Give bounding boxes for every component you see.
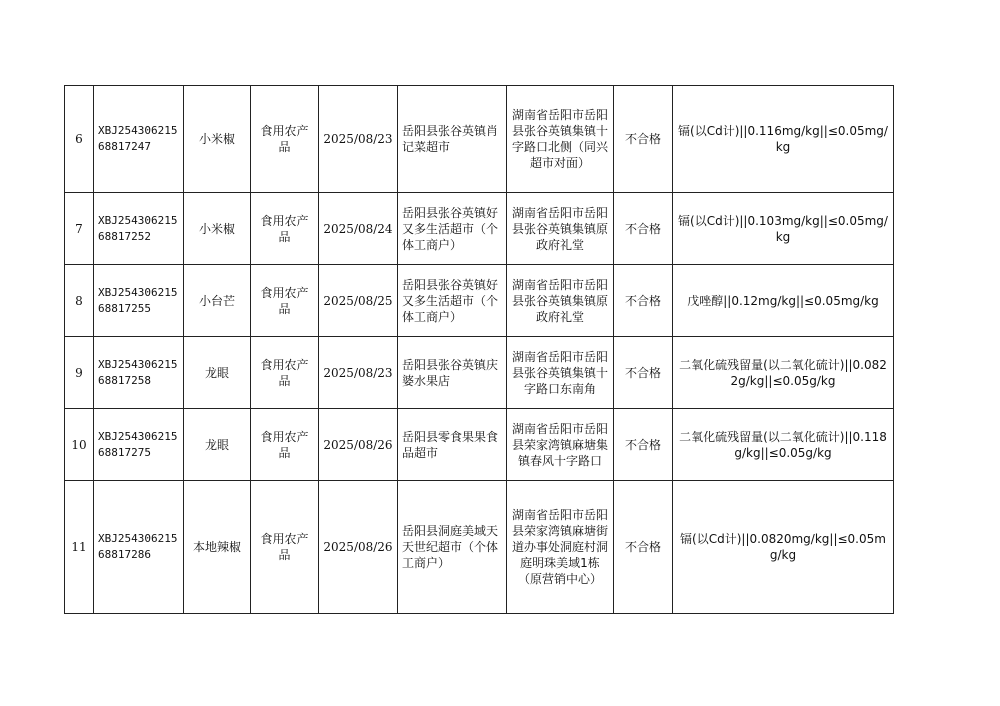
- sampling-date-cell: 2025/08/24: [319, 193, 398, 265]
- seq-cell: 6: [65, 86, 94, 193]
- failed-item-cell: 戊唑醇||0.12mg/kg||≤0.05mg/kg: [673, 265, 894, 337]
- sampling-date-cell: 2025/08/25: [319, 265, 398, 337]
- sampling-date-cell: 2025/08/23: [319, 86, 398, 193]
- sample-code-cell: XBJ25430621568817247: [94, 86, 184, 193]
- table-row: [65, 265, 894, 337]
- product-name-cell: 本地辣椒: [184, 481, 251, 614]
- failed-item-cell: 镉(以Cd计)||0.0820mg/kg||≤0.05mg/kg: [673, 481, 894, 614]
- product-name-cell: 小米椒: [184, 193, 251, 265]
- sampling-date-cell: 2025/08/23: [319, 337, 398, 409]
- sampled-entity-cell: 岳阳县张谷英镇庆婆水果店: [398, 337, 507, 409]
- table-row: [65, 481, 894, 614]
- category-cell: 食用农产品: [251, 337, 319, 409]
- seq-cell: 9: [65, 337, 94, 409]
- seq-cell: 8: [65, 265, 94, 337]
- table-row: [65, 409, 894, 481]
- sample-code-cell: XBJ25430621568817255: [94, 265, 184, 337]
- result-cell: 不合格: [614, 409, 673, 481]
- category-cell: 食用农产品: [251, 409, 319, 481]
- entity-address-cell: 湖南省岳阳市岳阳县张谷英镇集镇十字路口东南角: [507, 337, 614, 409]
- entity-address-cell: 湖南省岳阳市岳阳县张谷英镇集镇原政府礼堂: [507, 265, 614, 337]
- table-row: [65, 86, 894, 193]
- entity-address-cell: 湖南省岳阳市岳阳县张谷英镇集镇十字路口北侧（同兴超市对面）: [507, 86, 614, 193]
- result-cell: 不合格: [614, 481, 673, 614]
- product-name-cell: 龙眼: [184, 337, 251, 409]
- failed-item-cell: 镉(以Cd计)||0.116mg/kg||≤0.05mg/kg: [673, 86, 894, 193]
- category-cell: 食用农产品: [251, 86, 319, 193]
- entity-address-cell: 湖南省岳阳市岳阳县荣家湾镇麻塘街道办事处洞庭村洞庭明珠美域1栋（原营销中心）: [507, 481, 614, 614]
- sampled-entity-cell: 岳阳县张谷英镇好又多生活超市（个体工商户）: [398, 265, 507, 337]
- sampled-entity-cell: 岳阳县张谷英镇好又多生活超市（个体工商户）: [398, 193, 507, 265]
- entity-address-cell: 湖南省岳阳市岳阳县张谷英镇集镇原政府礼堂: [507, 193, 614, 265]
- failed-item-cell: 二氧化硫残留量(以二氧化硫计)||0.0822g/kg||≤0.05g/kg: [673, 337, 894, 409]
- failed-item-cell: 镉(以Cd计)||0.103mg/kg||≤0.05mg/kg: [673, 193, 894, 265]
- failed-item-cell: 二氧化硫残留量(以二氧化硫计)||0.118g/kg||≤0.05g/kg: [673, 409, 894, 481]
- inspection-results-table: [64, 85, 894, 614]
- product-name-cell: 小台芒: [184, 265, 251, 337]
- seq-cell: 7: [65, 193, 94, 265]
- sampled-entity-cell: 岳阳县洞庭美域天天世纪超市（个体工商户）: [398, 481, 507, 614]
- result-cell: 不合格: [614, 337, 673, 409]
- sampling-date-cell: 2025/08/26: [319, 409, 398, 481]
- sample-code-cell: XBJ25430621568817286: [94, 481, 184, 614]
- sample-code-cell: XBJ25430621568817258: [94, 337, 184, 409]
- sampling-date-cell: 2025/08/26: [319, 481, 398, 614]
- category-cell: 食用农产品: [251, 193, 319, 265]
- result-cell: 不合格: [614, 193, 673, 265]
- seq-cell: 10: [65, 409, 94, 481]
- sample-code-cell: XBJ25430621568817275: [94, 409, 184, 481]
- sampled-entity-cell: 岳阳县张谷英镇肖记菜超市: [398, 86, 507, 193]
- inspection-results-table-container: [64, 85, 894, 614]
- sample-code-cell: XBJ25430621568817252: [94, 193, 184, 265]
- sampled-entity-cell: 岳阳县零食果果食品超市: [398, 409, 507, 481]
- seq-cell: 11: [65, 481, 94, 614]
- product-name-cell: 龙眼: [184, 409, 251, 481]
- category-cell: 食用农产品: [251, 265, 319, 337]
- product-name-cell: 小米椒: [184, 86, 251, 193]
- table-row: [65, 337, 894, 409]
- result-cell: 不合格: [614, 86, 673, 193]
- category-cell: 食用农产品: [251, 481, 319, 614]
- entity-address-cell: 湖南省岳阳市岳阳县荣家湾镇麻塘集镇春风十字路口: [507, 409, 614, 481]
- result-cell: 不合格: [614, 265, 673, 337]
- table-row: [65, 193, 894, 265]
